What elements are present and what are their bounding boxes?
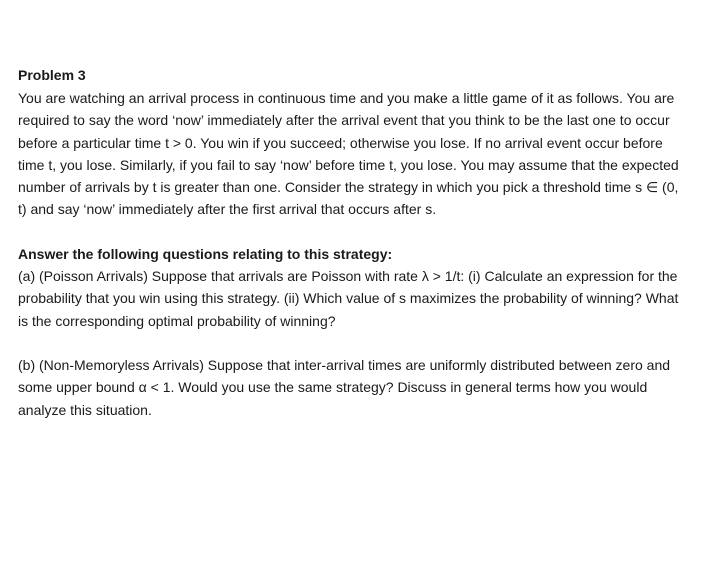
part-a-text: (a) (Poisson Arrivals) Suppose that arrivals are Poisson with rate λ > 1/t: (i) Calculate an expression for the probability that you win using this strategy. (ii) Which value of s maximizes the probability of winning? What is the corresponding optimal probability of winning? — [18, 268, 679, 329]
part-b-text: (b) (Non-Memoryless Arrivals) Suppose that inter-arrival times are uniformly distributed between zero and some upper bound α < 1. Would you use the same strategy? Discuss in general terms how you would analyze this situation. — [18, 356, 671, 418]
problem-intro: You are watching an arrival process in continuous time and you make a little game of it as follows. You are required to say the word ‘now’ immediately after the arrival event that you think to be the last one to occur before a particular time t > 0. You win if you succeed; otherwise you lose. If no arrival event occur before time t, you lose. Similarly, if you fail to say ‘now’ before time t, you lose. You may assume that the expected number of arrivals by t is greater than one. Consider the strategy in which you pick a threshold time s ∈ (0, t) and say ‘now’ immediately after the first arrival that occurs after s. — [18, 90, 679, 218]
problem-title: Problem 3 — [18, 67, 86, 83]
questions-heading: Answer the following questions relating to this strategy: — [18, 245, 393, 262]
problem-document — [18, 64, 688, 421]
